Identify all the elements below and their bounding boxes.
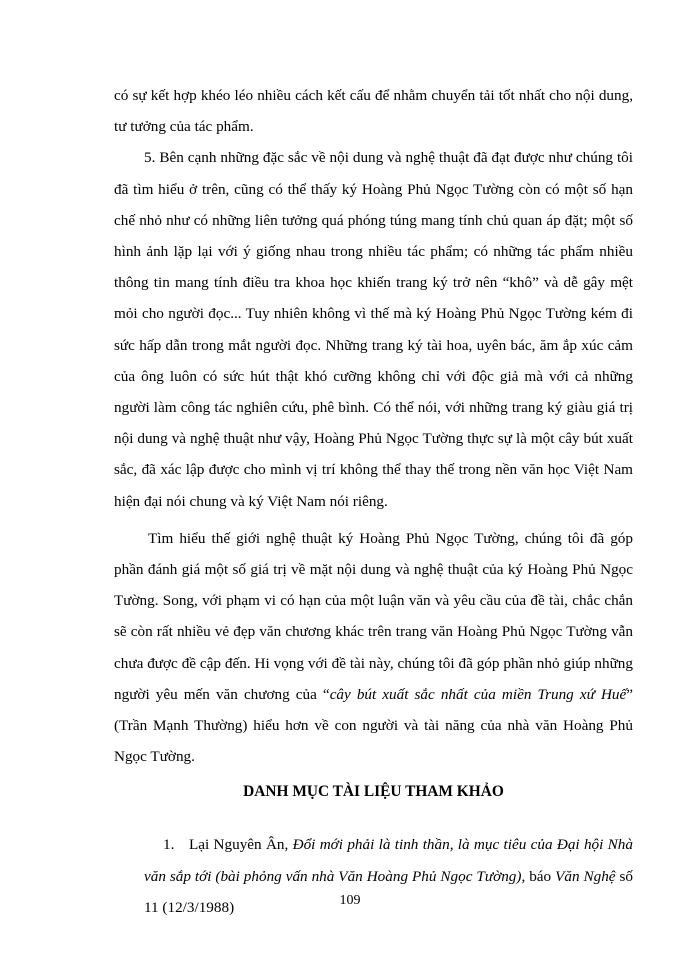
reference-number: 1. [163, 836, 175, 854]
document-page [114, 80, 633, 923]
page-number: 109 [339, 893, 361, 908]
reference-issue: số 11 (12/3/1988) [144, 867, 633, 916]
references-heading: DANH MỤC TÀI LIỆU THAM KHẢO [243, 783, 504, 801]
body-paragraph-3 [114, 523, 633, 773]
reference-item-1 [114, 829, 633, 923]
reference-separator: , báo [521, 867, 556, 885]
reference-author: Lại Nguyên Ân, [189, 836, 293, 854]
paragraph-3-text-start: Tìm hiểu thế giới nghệ thuật ký Hoàng Phủ Ngọc Tường, chúng tôi đã góp phần đánh giá một số giá trị về mặt nội dung và nghệ thuật của ký Hoàng Phủ Ngọc Tường. Song, với phạm vi có hạn của một luận văn và yêu cầu của đề tài, chắc chắn sẽ còn rất nhiều vẻ đẹp văn chương khác trên trang văn Hoàng Phủ Ngọc Tường vẫn chưa được đề cập đến. Hi vọng với đề tài này, chúng tôi đã góp phần nhỏ giúp những người yêu mến văn chương của “ [114, 529, 633, 703]
paragraph-3-quote: cây bút xuất sắc nhất của miền Trung xứ Huế [329, 685, 627, 703]
reference-journal: Văn Nghệ [555, 867, 616, 885]
body-paragraph-2: 5. Bên cạnh những đặc sắc về nội dung và nghệ thuật đã đạt được như chúng tôi đã tìm hiểu ở trên, cũng có thể thấy ký Hoàng Phủ Ngọc Tường còn có một số hạn chế nhỏ như có những liên tưởng quá phóng túng mang tính chủ quan áp đặt; một số hình ảnh lặp lại với ý giống nhau trong nhiều tác phẩm; có những tác phẩm nhiều thông tin mang tính điều tra khoa học khiến trang ký trở nên “khô” và dễ gây mệt mỏi cho người đọc... Tuy nhiên không vì thế mà ký Hoàng Phủ Ngọc Tường kém đi sức hấp dẫn trong mắt người đọc. Những trang ký tài hoa, uyên bác, ăm ắp xúc cảm của ông luôn có sức hút thật khó cưỡng không chỉ với độc giả mà với cả những người làm công tác nghiên cứu, phê bình. Có thể nói, với những trang ký giàu giá trị nội dung và nghệ thuật như vậy, Hoàng Phủ Ngọc Tường thực sự là một cây bút xuất sắc, đã xác lập được cho mình vị trí không thể thay thế trong nền văn học Việt Nam hiện đại nói chung và ký Việt Nam nói riêng. [114, 149, 633, 510]
paragraph-3-text-end: ” (Trần Mạnh Thường) hiểu hơn về con người và tài năng của nhà văn Hoàng Phủ Ngọc Tường. [114, 685, 633, 766]
reference-title: Đổi mới phải là tinh thần, là mục tiêu của Đại hội Nhà văn sắp tới (bài phỏng vấn nhà Văn Hoàng Phủ Ngọc Tường) [144, 836, 633, 885]
body-paragraph-1: có sự kết hợp khéo léo nhiều cách kết cấu để nhằm chuyển tải tốt nhất cho nội dung, tư tưởng của tác phẩm. [114, 87, 633, 136]
